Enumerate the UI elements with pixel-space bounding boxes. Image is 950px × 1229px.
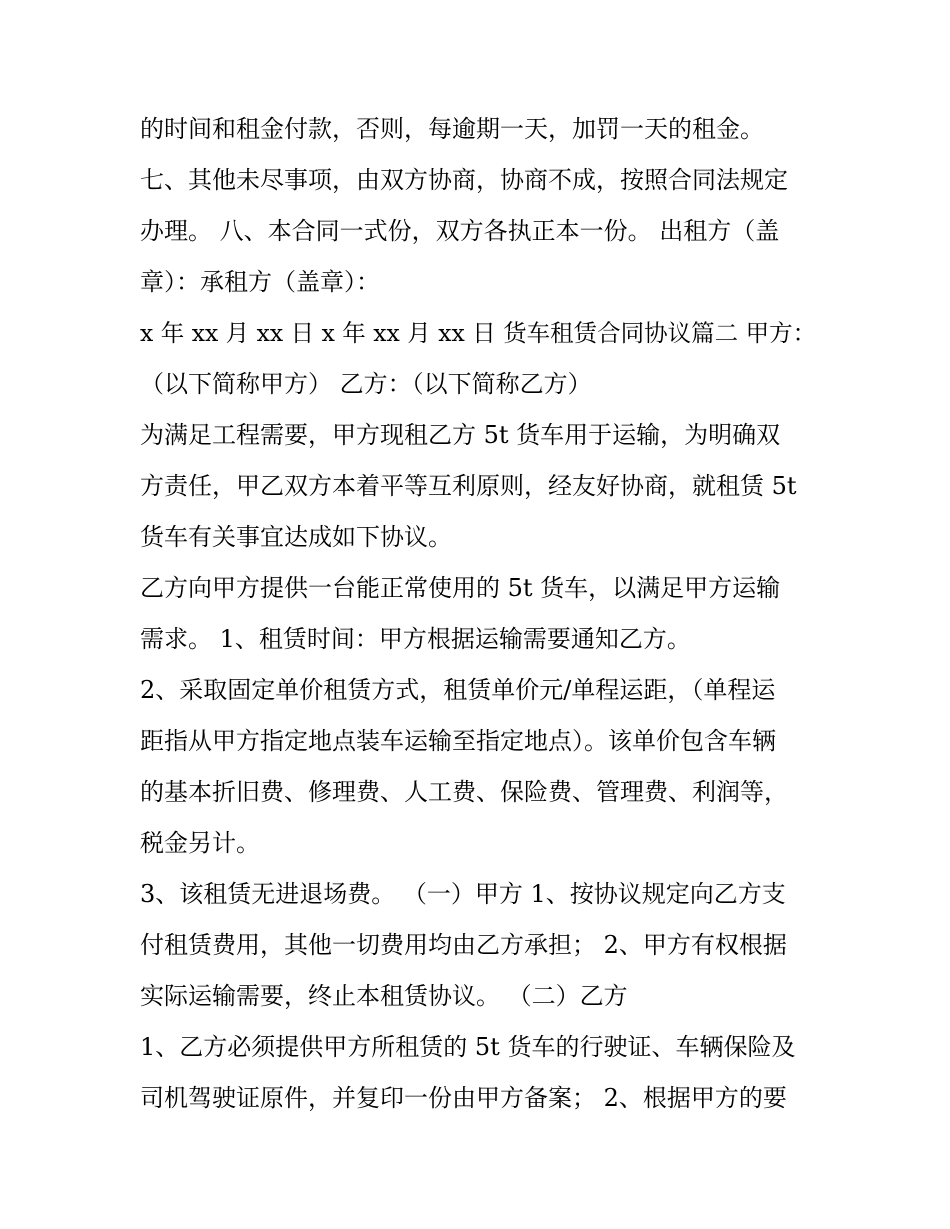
text-line: 货车有关事宜达成如下协议。 bbox=[140, 523, 452, 551]
text-line: 方责任，甲乙双方本着平等互利原则，经友好协商，就租赁 5t bbox=[140, 472, 797, 500]
text-line: 为满足工程需要，甲方现租乙方 5t 货车用于运输，为明确双 bbox=[140, 421, 781, 449]
text-line: 实际运输需要，终止本租赁协议。 （二）乙方 bbox=[140, 982, 628, 1010]
text-line: 距指从甲方指定地点装车运输至指定地点）。该单价包含车辆 bbox=[140, 727, 776, 755]
text-line: 乙方向甲方提供一台能正常使用的 5t 货车，以满足甲方运输 bbox=[140, 574, 781, 602]
text-line: （以下简称甲方） 乙方：（以下简称乙方） bbox=[140, 370, 592, 398]
text-line: 章）：承租方（盖章）： bbox=[140, 268, 380, 296]
text-line: 七、其他未尽事项，由双方协商，协商不成，按照合同法规定 bbox=[140, 166, 788, 194]
text-line: 的时间和租金付款，否则，每逾期一天，加罚一天的租金。 bbox=[140, 115, 764, 143]
text-line: 办理。 八、本合同一式份，双方各执正本一份。 出租方（盖 bbox=[140, 217, 780, 245]
text-line: 税金另计。 bbox=[140, 829, 260, 857]
text-line: 司机驾驶证原件，并复印一份由甲方备案； 2、根据甲方的要 bbox=[140, 1084, 787, 1112]
text-line: 需求。 1、租赁时间：甲方根据运输需要通知乙方。 bbox=[140, 625, 691, 653]
text-line: 的基本折旧费、修理费、人工费、保险费、管理费、利润等， bbox=[140, 778, 788, 806]
text-line: 1、乙方必须提供甲方所租赁的 5t 货车的行驶证、车辆保险及 bbox=[140, 1033, 796, 1061]
text-line: x 年 xx 月 xx 日 x 年 xx 月 xx 日 货车租赁合同协议篇二 甲方： bbox=[140, 319, 817, 347]
text-line: 3、该租赁无进退场费。 （一）甲方 1、按协议规定向乙方支 bbox=[140, 880, 786, 908]
body-text bbox=[140, 104, 830, 1124]
text-line: 付租赁费用，其他一切费用均由乙方承担； 2、甲方有权根据 bbox=[140, 931, 787, 959]
text-line: 2、采取固定单价租赁方式，租赁单价元/单程运距，（单程运 bbox=[140, 676, 776, 704]
